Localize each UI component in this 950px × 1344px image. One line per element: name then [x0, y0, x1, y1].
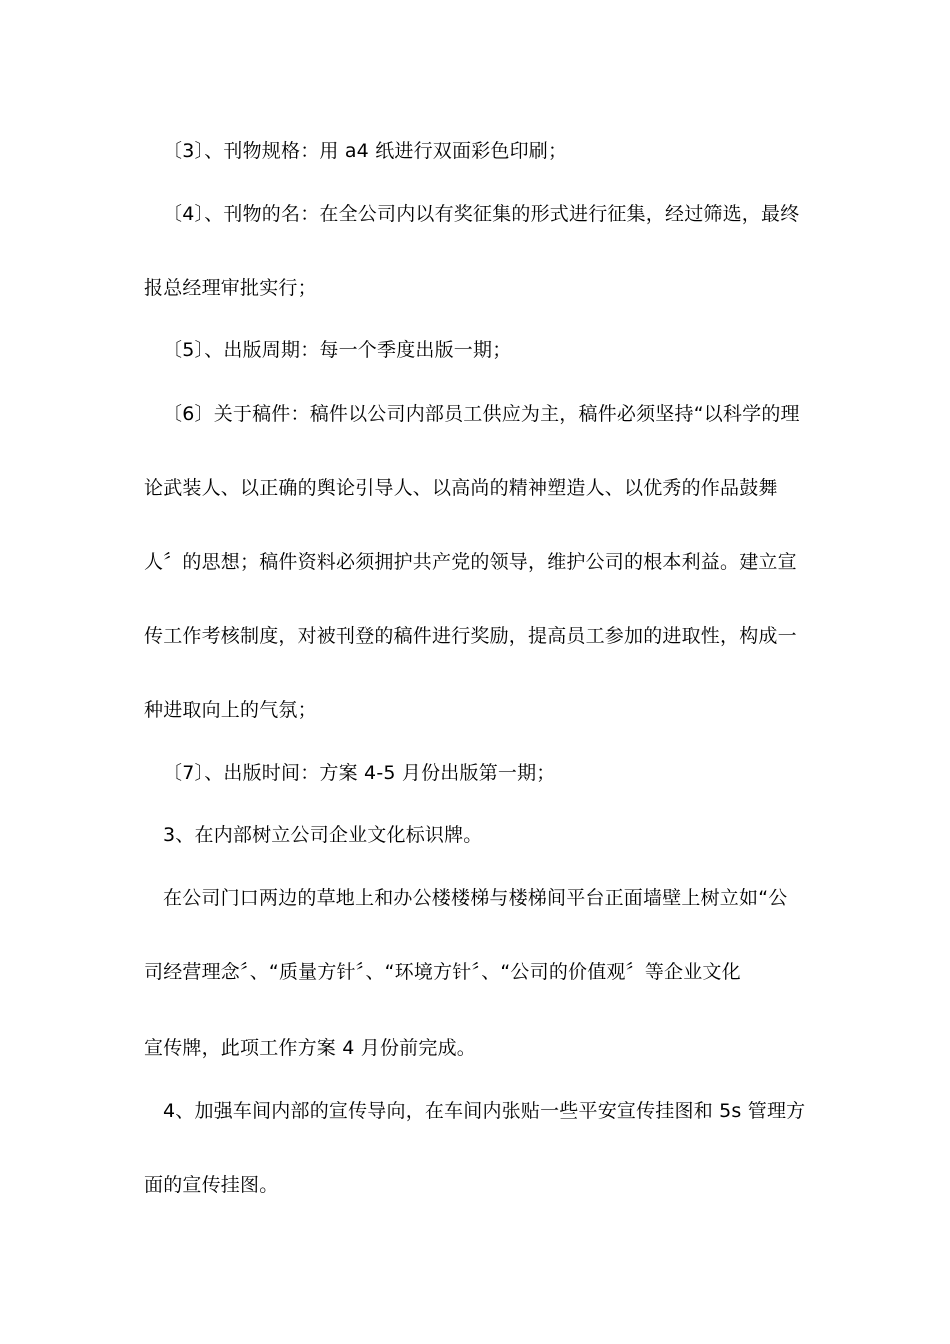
paragraph-line: 人〞的思想；稿件资料必须拥护共产党的领导，维护公司的根本利益。建立宣 [144, 551, 797, 573]
paragraph-line: 宣传牌，此项工作方案 4 月份前完成。 [144, 1037, 476, 1059]
paragraph-line: 报总经理审批实行； [144, 277, 317, 299]
paragraph-line: 4、加强车间内部的宣传导向，在车间内张贴一些平安宣传挂图和 5s 管理方 [163, 1100, 806, 1122]
paragraph-line: 在公司门口两边的草地上和办公楼楼梯与楼梯间平台正面墙壁上树立如“公 [163, 887, 788, 909]
paragraph-line: 面的宣传挂图。 [144, 1174, 279, 1196]
paragraph-line: 〔3〕、刊物规格：用 a4 纸进行双面彩色印刷； [163, 140, 568, 162]
paragraph-line: 3、在内部树立公司企业文化标识牌。 [163, 824, 483, 846]
paragraph-line: 传工作考核制度，对被刊登的稿件进行奖励，提高员工参加的进取性，构成一 [144, 625, 797, 647]
paragraph-line: 〔5〕、出版周期：每一个季度出版一期； [163, 339, 512, 361]
paragraph-line: 种进取向上的气氛； [144, 699, 317, 721]
paragraph-line: 司经营理念〞、“质量方针〞、“环境方针〞、“公司的价值观〞等企业文化 [144, 961, 741, 983]
paragraph-line: 〔4〕、刊物的名：在全公司内以有奖征集的形式进行征集，经过筛选，最终 [163, 203, 800, 225]
paragraph-line: 〔7〕、出版时间：方案 4-5 月份出版第一期； [163, 762, 556, 784]
paragraph-line: 论武装人、以正确的舆论引导人、以高尚的精神塑造人、以优秀的作品鼓舞 [144, 477, 778, 499]
paragraph-line: 〔6〕关于稿件：稿件以公司内部员工供应为主，稿件必须坚持“以科学的理 [163, 403, 800, 425]
